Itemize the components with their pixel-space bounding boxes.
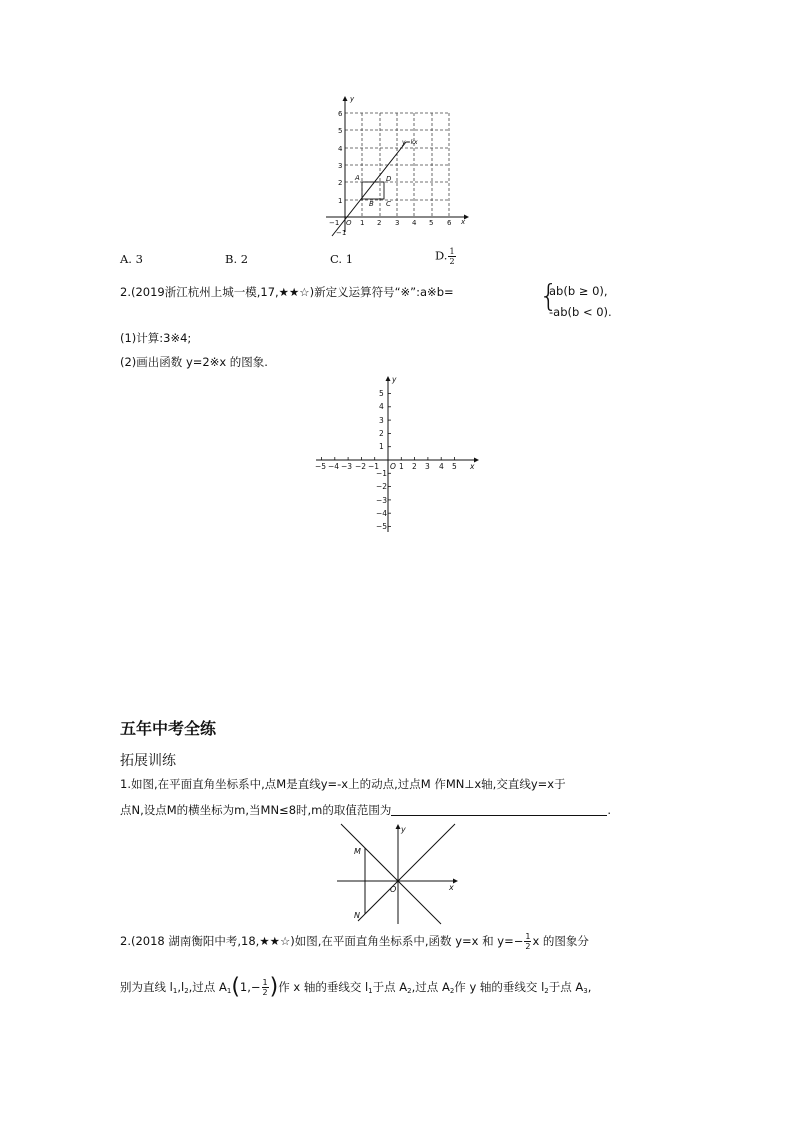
ytick-3: 3 bbox=[338, 162, 343, 170]
xtick-3: 3 bbox=[425, 462, 430, 471]
ytick-4: 4 bbox=[379, 402, 384, 411]
q2-sub1: (1)计算:3※4; bbox=[120, 331, 192, 345]
ytick-neg2: −2 bbox=[376, 482, 388, 491]
option-c[interactable]: C. 1 bbox=[330, 252, 354, 266]
ytick-1: 1 bbox=[338, 197, 343, 205]
p1-line2 bbox=[120, 802, 611, 818]
ytick-1: 1 bbox=[379, 442, 384, 451]
xtick-neg4: −4 bbox=[328, 462, 340, 471]
ytick-neg1: −1 bbox=[336, 229, 347, 237]
q2-stem: 2.(2019浙江杭州上城一模,17,★★☆)新定义运算符号“※”:a※b= bbox=[120, 285, 454, 299]
line-y-neg-x bbox=[341, 824, 441, 924]
y-axis-label: y bbox=[392, 375, 397, 384]
figure-2-axes bbox=[312, 372, 482, 537]
ytick-5: 5 bbox=[379, 389, 384, 398]
origin-label: O bbox=[390, 885, 397, 894]
ytick-6: 6 bbox=[338, 110, 343, 118]
p1-period: . bbox=[607, 803, 612, 817]
xtick-3: 3 bbox=[395, 219, 400, 227]
point-n-label: N bbox=[354, 911, 360, 920]
xtick-1: 1 bbox=[399, 462, 404, 471]
y-axis-label: y bbox=[401, 825, 406, 834]
p2-fraction-2: $\frac{1}{2}$ bbox=[262, 978, 268, 997]
xtick-2: 2 bbox=[412, 462, 417, 471]
grid-lines bbox=[345, 113, 449, 217]
ytick-2: 2 bbox=[338, 179, 343, 187]
xtick-neg1: −1 bbox=[368, 462, 380, 471]
ytick-4: 4 bbox=[338, 145, 343, 153]
p2-line1-a: 2.(2018 湖南衡阳中考,18,★★☆)如图,在平面直角坐标系中,函数 y=x 和 y=− bbox=[120, 934, 524, 948]
x-axis-label: x bbox=[449, 883, 454, 892]
section-subtitle: 拓展训练 bbox=[120, 753, 176, 769]
point-a-label: A bbox=[355, 174, 360, 182]
figure-3-lines bbox=[333, 820, 463, 928]
origin-label: O bbox=[390, 462, 396, 471]
xtick-neg5: −5 bbox=[315, 462, 327, 471]
xtick-4: 4 bbox=[412, 219, 417, 227]
xtick-5: 5 bbox=[429, 219, 434, 227]
p2-line2: 别为直线 $l_1,l_2$,过点 $A_1(1,-$ $\frac{1}{2}$ )作 x 轴的垂线交 $l_1$于点 $A_2$,过点 $A_2$作 y 轴的垂线交 $l_2$于点 $A_3$, bbox=[120, 974, 592, 1000]
xtick-5: 5 bbox=[452, 462, 457, 471]
x-axis-label: x bbox=[461, 218, 466, 226]
answer-blank[interactable] bbox=[391, 803, 607, 816]
ytick-neg5: −5 bbox=[376, 522, 388, 531]
brace-symbol: { bbox=[539, 279, 559, 314]
p2-line1 bbox=[120, 932, 589, 951]
origin-label: O bbox=[346, 219, 352, 227]
ytick-3: 3 bbox=[379, 416, 384, 425]
option-d-prefix: D. bbox=[435, 248, 448, 263]
option-d-fraction: $\frac{1}{2}$ bbox=[449, 247, 455, 266]
piecewise-case-1: ab(b ≥ 0), bbox=[549, 284, 608, 298]
p1-line1: 1.如图,在平面直角坐标系中,点M是直线y=-x上的动点,过点M 作MN⊥x轴,交直线y=x于 bbox=[120, 777, 566, 791]
option-a[interactable]: A. 3 bbox=[120, 252, 143, 266]
line-label: y=kx bbox=[402, 139, 418, 146]
p2-fraction-1: $\frac{1}{2}$ bbox=[525, 932, 531, 951]
y-axis-label: y bbox=[350, 95, 355, 103]
section-title: 五年中考全练 bbox=[120, 719, 217, 738]
xtick-2: 2 bbox=[377, 219, 382, 227]
point-d-label: D bbox=[386, 175, 392, 183]
xtick-neg3: −3 bbox=[341, 462, 353, 471]
xtick-neg2: −2 bbox=[355, 462, 367, 471]
x-axis-label: x bbox=[470, 462, 475, 471]
ytick-neg3: −3 bbox=[376, 496, 388, 505]
xtick-neg1: −1 bbox=[329, 219, 340, 227]
p2-line1-b: x 的图象分 bbox=[532, 934, 589, 948]
p1-line2-text: 点N,设点M的横坐标为m,当MN≤8时,m的取值范围为 bbox=[120, 803, 392, 817]
point-b-label: B bbox=[369, 200, 374, 208]
option-b[interactable]: B. 2 bbox=[225, 252, 249, 266]
piecewise-case-2: -ab(b < 0). bbox=[549, 305, 612, 319]
option-d[interactable] bbox=[435, 247, 457, 266]
point-m-label: M bbox=[354, 847, 361, 856]
q2-sub2: (2)画出函数 y=2※x 的图象. bbox=[120, 355, 268, 369]
xtick-6: 6 bbox=[447, 219, 452, 227]
xtick-1: 1 bbox=[360, 219, 365, 227]
figure-1-grid bbox=[318, 92, 478, 242]
line-y-x bbox=[358, 824, 455, 921]
ytick-5: 5 bbox=[338, 127, 343, 135]
ytick-neg4: −4 bbox=[376, 509, 388, 518]
xtick-4: 4 bbox=[439, 462, 444, 471]
ytick-2: 2 bbox=[379, 429, 384, 438]
ytick-neg1: −1 bbox=[376, 469, 388, 478]
point-c-label: C bbox=[386, 200, 391, 208]
